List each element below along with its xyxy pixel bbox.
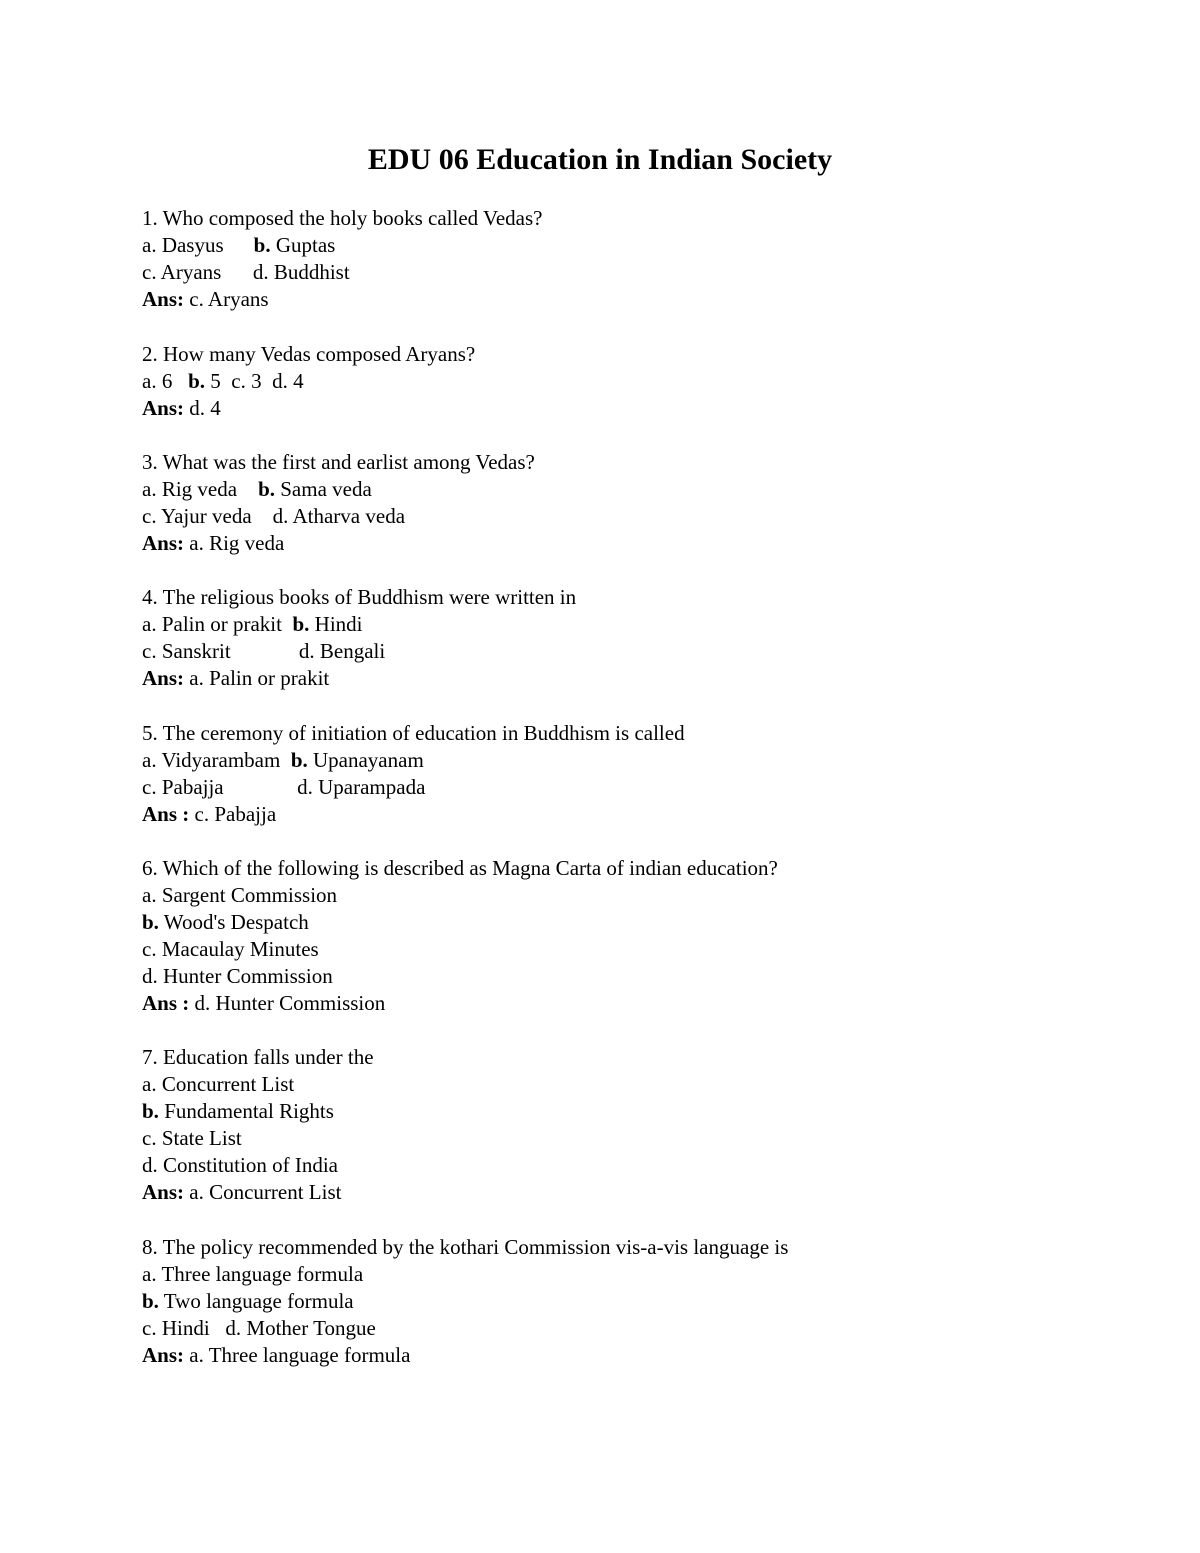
answer-text: a. Rig veda — [184, 531, 285, 555]
question-3: 3. What was the first and earlist among Vedas? — [142, 450, 535, 474]
answer-label: Ans: — [142, 396, 185, 420]
answer-label: Ans : — [142, 991, 190, 1015]
question-7: 7. Education falls under the — [142, 1045, 374, 1069]
option-b: Two language formula — [158, 1289, 354, 1313]
question-8-option-a: a. Three language formula — [142, 1262, 364, 1286]
option-b-prefix: b. — [142, 1289, 159, 1313]
question-8: 8. The policy recommended by the kothari Commission vis-a-vis language is — [142, 1235, 789, 1259]
answer-text: c. Pabajja — [189, 802, 277, 826]
answer-text: d. Hunter Commission — [189, 991, 386, 1015]
question-4-options-ab — [142, 611, 363, 638]
question-7-option-d: d. Constitution of India — [142, 1153, 338, 1177]
question-8-answer — [142, 1342, 410, 1369]
option-b-prefix: b. — [188, 369, 206, 393]
answer-text: a. Concurrent List — [184, 1180, 342, 1204]
option-a: a. Vidyarambam — [142, 748, 291, 772]
answer-label: Ans: — [142, 531, 185, 555]
question-5: 5. The ceremony of initiation of education in Buddhism is called — [142, 721, 685, 745]
question-1-answer — [142, 286, 269, 313]
answer-text: c. Aryans — [184, 287, 269, 311]
question-6-option-a: a. Sargent Commission — [142, 883, 338, 907]
question-6-option-b — [142, 909, 309, 936]
question-6-option-c: c. Macaulay Minutes — [142, 937, 319, 961]
answer-text: d. 4 — [184, 396, 221, 420]
question-4-answer — [142, 665, 329, 692]
answer-text: a. Palin or prakit — [184, 666, 330, 690]
option-b-prefix: b. — [142, 1099, 159, 1123]
question-7-option-b — [142, 1098, 334, 1125]
option-b: Sama veda — [275, 477, 372, 501]
option-a: a. Rig veda — [142, 477, 259, 501]
question-7-option-c: c. State List — [142, 1126, 242, 1150]
question-1-options-ab — [142, 232, 335, 259]
option-b: Guptas — [270, 233, 336, 257]
answer-label: Ans: — [142, 287, 185, 311]
question-5-options-ab — [142, 747, 424, 774]
question-6: 6. Which of the following is described as Magna Carta of indian education? — [142, 856, 778, 880]
question-6-answer — [142, 990, 385, 1017]
question-4-options-cd: c. Sanskrit d. Bengali — [142, 639, 386, 663]
option-b-prefix: b. — [290, 748, 308, 772]
question-8-option-b — [142, 1288, 354, 1315]
option-b: Fundamental Rights — [158, 1099, 334, 1123]
option-b: Wood's Despatch — [158, 910, 309, 934]
options-rest: 5 c. 3 d. 4 — [205, 369, 304, 393]
answer-label: Ans : — [142, 802, 190, 826]
option-b-prefix: b. — [258, 477, 275, 501]
question-1-options-cd: c. Aryans d. Buddhist — [142, 260, 350, 284]
option-b: Upanayanam — [307, 748, 424, 772]
answer-label: Ans: — [142, 1180, 185, 1204]
option-a: a. 6 — [142, 369, 189, 393]
question-2-answer — [142, 395, 221, 422]
option-b: Hindi — [309, 612, 363, 636]
question-2-options — [142, 368, 304, 395]
question-5-answer — [142, 801, 276, 828]
question-2: 2. How many Vedas composed Aryans? — [142, 342, 476, 366]
question-4: 4. The religious books of Buddhism were written in — [142, 585, 577, 609]
answer-label: Ans: — [142, 1343, 185, 1367]
option-a: a. Dasyus — [142, 233, 224, 257]
question-1: 1. Who composed the holy books called Vedas? — [142, 206, 543, 230]
answer-label: Ans: — [142, 666, 185, 690]
question-7-option-a: a. Concurrent List — [142, 1072, 295, 1096]
question-3-answer — [142, 530, 284, 557]
question-3-options-cd: c. Yajur veda d. Atharva veda — [142, 504, 406, 528]
question-7-answer — [142, 1179, 341, 1206]
question-8-option-cd: c. Hindi d. Mother Tongue — [142, 1316, 376, 1340]
option-a: a. Palin or prakit — [142, 612, 293, 636]
option-b-prefix: b. — [142, 910, 159, 934]
question-5-options-cd: c. Pabajja d. Uparampada — [142, 775, 426, 799]
answer-text: a. Three language formula — [184, 1343, 411, 1367]
page-title: EDU 06 Education in Indian Society — [367, 143, 833, 176]
option-b-prefix: b. — [253, 233, 271, 257]
question-6-option-d: d. Hunter Commission — [142, 964, 333, 988]
question-3-options-ab — [142, 476, 372, 503]
option-b-prefix: b. — [292, 612, 310, 636]
